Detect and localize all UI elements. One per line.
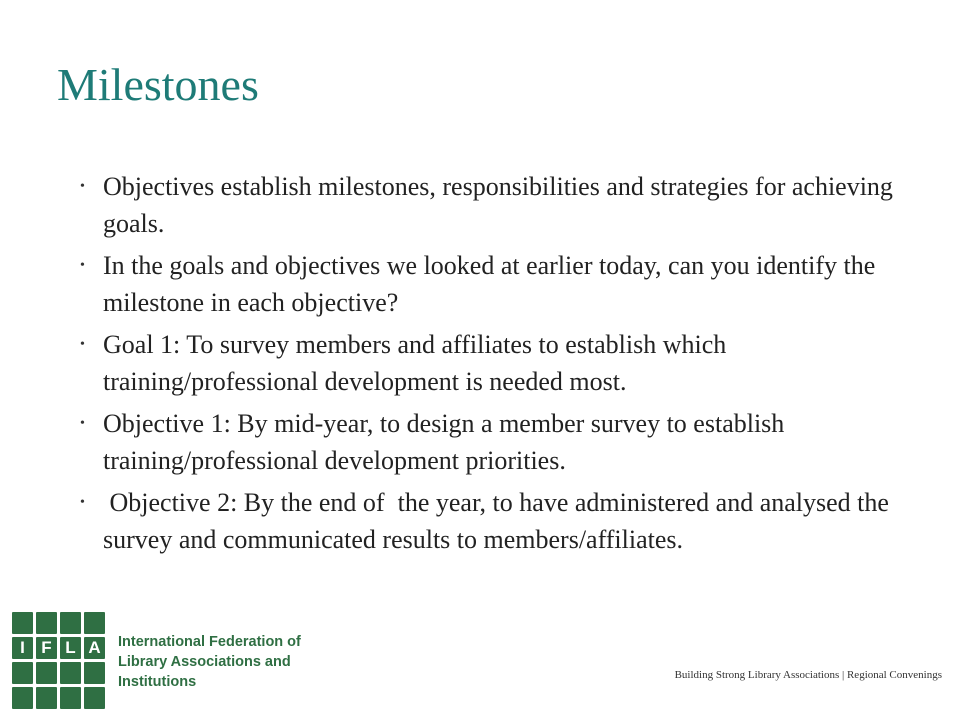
- logo-tile: [12, 687, 33, 709]
- organization-name-line2: Library Associations and Institutions: [118, 654, 291, 690]
- organization-name: [118, 632, 372, 692]
- logo-tile: [84, 662, 105, 684]
- logo-letter-a: A: [84, 637, 105, 659]
- logo-tile: [36, 662, 57, 684]
- logo-letter-i: I: [12, 637, 33, 659]
- logo-tile: [36, 687, 57, 709]
- logo-tile: [36, 612, 57, 634]
- ifla-logo-grid: [12, 612, 106, 710]
- bullet-item: [76, 405, 916, 479]
- bullet-text: Objectives establish milestones, responsibilities and strategies for achieving goals.: [103, 172, 893, 238]
- bullet-item: [76, 168, 916, 242]
- bullet-item: [76, 484, 916, 558]
- slide-title: Milestones: [57, 59, 259, 110]
- bullet-text: In the goals and objectives we looked at earlier today, can you identify the milestone in each objective?: [103, 251, 876, 317]
- bullet-icon: •: [80, 495, 85, 510]
- logo-tile: [84, 687, 105, 709]
- bullet-icon: •: [80, 337, 85, 352]
- bullet-icon: •: [80, 179, 85, 194]
- bullet-text: Objective 1: By mid-year, to design a member survey to establish training/professional development priorities.: [103, 409, 785, 475]
- logo-tile: [60, 612, 81, 634]
- logo-letter-l: L: [60, 637, 81, 659]
- logo-tile: [12, 662, 33, 684]
- organization-name-line1: International Federation of: [118, 634, 301, 650]
- bullet-icon: •: [80, 416, 85, 431]
- bullet-icon: •: [80, 258, 85, 273]
- logo-letter-f: F: [36, 637, 57, 659]
- footer-caption: Building Strong Library Associations | Regional Convenings: [674, 669, 942, 681]
- bullet-list: [76, 168, 916, 563]
- bullet-item: [76, 326, 916, 400]
- bullet-text: Objective 2: By the end of the year, to have administered and analysed the survey and communicated results to members/affiliates.: [103, 488, 896, 554]
- logo-tile: [60, 687, 81, 709]
- ifla-logo: [12, 612, 372, 712]
- logo-tile: [12, 612, 33, 634]
- bullet-item: [76, 247, 916, 321]
- logo-tile: [84, 612, 105, 634]
- logo-tile: [60, 662, 81, 684]
- bullet-text: Goal 1: To survey members and affiliates to establish which training/professional development is needed most.: [103, 330, 727, 396]
